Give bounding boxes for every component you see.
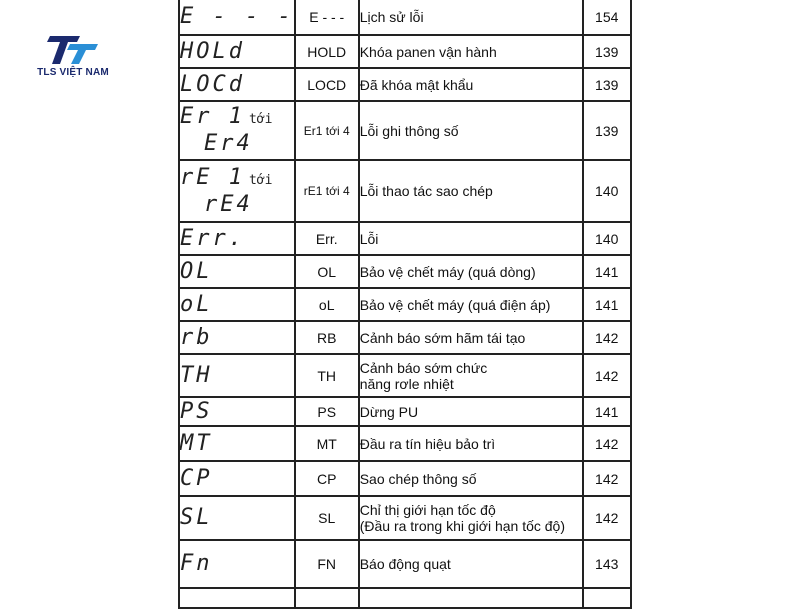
page-number-cell: 142	[583, 461, 631, 496]
description-cell: Đã khóa mật khẩu	[359, 68, 583, 101]
description-cell: Dừng PU	[359, 397, 583, 426]
segment-display-cell: TH	[179, 354, 295, 397]
table-row	[179, 35, 631, 68]
description-cell	[359, 588, 583, 608]
page-number-cell: 141	[583, 255, 631, 288]
tls-logo-icon	[46, 34, 100, 66]
code-cell: CP	[295, 461, 359, 496]
page-number-cell: 154	[583, 0, 631, 35]
code-cell: TH	[295, 354, 359, 397]
table-row	[179, 222, 631, 255]
code-cell: HOLD	[295, 35, 359, 68]
description-cell: Cảnh báo sớm chức năng rơle nhiệt	[359, 354, 583, 397]
code-cell: rE1 tới 4	[295, 160, 359, 222]
segment-display-cell: LOCd	[179, 68, 295, 101]
code-cell: E - - -	[295, 0, 359, 35]
description-cell: Đầu ra tín hiệu bảo trì	[359, 426, 583, 461]
table-row	[179, 255, 631, 288]
segment-display-cell: HOLd	[179, 35, 295, 68]
table-row	[179, 461, 631, 496]
table-row	[179, 160, 631, 222]
table-row	[179, 397, 631, 426]
brand-logo	[28, 34, 118, 84]
description-cell: Lỗi ghi thông số	[359, 101, 583, 160]
segment-display-cell: SL	[179, 496, 295, 540]
description-cell: Chỉ thị giới hạn tốc độ (Đầu ra trong khi giới hạn tốc độ)	[359, 496, 583, 540]
code-cell: RB	[295, 321, 359, 354]
error-code-table	[178, 0, 632, 609]
description-cell: Lỗi	[359, 222, 583, 255]
segment-display-cell: Err.	[179, 222, 295, 255]
page-number-cell: 142	[583, 354, 631, 397]
page-number-cell: 141	[583, 397, 631, 426]
segment-display-cell: E - - -	[179, 0, 295, 35]
description-cell: Bảo vệ chết máy (quá dòng)	[359, 255, 583, 288]
description-cell: Sao chép thông số	[359, 461, 583, 496]
segment-display-cell: Er 1 tới Er4	[179, 101, 295, 160]
segment-display-cell: rb	[179, 321, 295, 354]
table-row	[179, 0, 631, 35]
page-number-cell: 140	[583, 160, 631, 222]
brand-name: TLS VIỆT NAM	[37, 67, 109, 78]
table-row	[179, 588, 631, 608]
segment-display-cell	[179, 588, 295, 608]
segment-display-cell: CP	[179, 461, 295, 496]
segment-display-cell: Fn	[179, 540, 295, 588]
segment-display-cell: OL	[179, 255, 295, 288]
code-cell	[295, 588, 359, 608]
table-row	[179, 540, 631, 588]
page-number-cell: 143	[583, 540, 631, 588]
table-row	[179, 101, 631, 160]
description-cell: Báo động quạt	[359, 540, 583, 588]
code-cell: LOCD	[295, 68, 359, 101]
description-cell: Lỗi thao tác sao chép	[359, 160, 583, 222]
description-cell: Bảo vệ chết máy (quá điện áp)	[359, 288, 583, 321]
code-cell: oL	[295, 288, 359, 321]
code-cell: OL	[295, 255, 359, 288]
segment-display-cell: rE 1 tới rE4	[179, 160, 295, 222]
page-number-cell: 140	[583, 222, 631, 255]
segment-display-cell: MT	[179, 426, 295, 461]
code-cell: Er1 tới 4	[295, 101, 359, 160]
table-row	[179, 321, 631, 354]
table-row	[179, 426, 631, 461]
page-number-cell: 142	[583, 321, 631, 354]
segment-display-cell: PS	[179, 397, 295, 426]
code-cell: Err.	[295, 222, 359, 255]
code-cell: FN	[295, 540, 359, 588]
table-row	[179, 288, 631, 321]
page-number-cell: 141	[583, 288, 631, 321]
page-number-cell: 139	[583, 101, 631, 160]
page-number-cell: 139	[583, 68, 631, 101]
table-row	[179, 354, 631, 397]
description-cell: Cảnh báo sớm hãm tái tạo	[359, 321, 583, 354]
table-row	[179, 68, 631, 101]
description-cell: Lịch sử lỗi	[359, 0, 583, 35]
code-cell: MT	[295, 426, 359, 461]
code-cell: PS	[295, 397, 359, 426]
description-cell: Khóa panen vận hành	[359, 35, 583, 68]
code-cell: SL	[295, 496, 359, 540]
page-number-cell	[583, 588, 631, 608]
page-number-cell: 139	[583, 35, 631, 68]
page-number-cell: 142	[583, 426, 631, 461]
page-number-cell: 142	[583, 496, 631, 540]
table-row	[179, 496, 631, 540]
segment-display-cell: oL	[179, 288, 295, 321]
